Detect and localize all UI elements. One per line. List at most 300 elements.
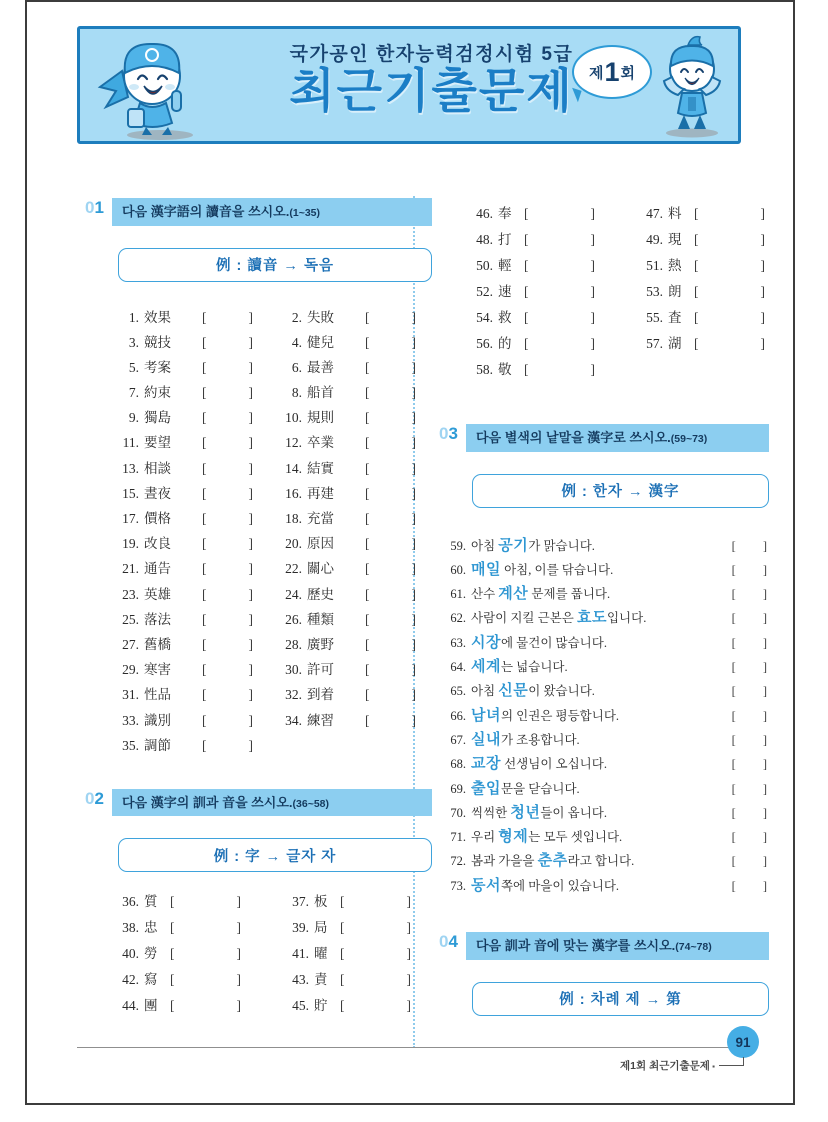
question-item — [637, 254, 769, 280]
section-01-example: 例 : 讀音 → 독음 — [216, 258, 334, 275]
question-item — [467, 332, 637, 358]
sentence-text — [471, 679, 726, 700]
sentence-suffix: 는 넓습니다. — [500, 660, 568, 675]
answer-bracket-close: ] — [760, 232, 765, 247]
answer-bracket-close: ] — [762, 830, 767, 845]
question-number: 65. — [450, 684, 466, 699]
section-03-range: (59~73) — [670, 433, 708, 445]
sentence-prefix: 산수 — [471, 587, 499, 602]
question-item — [113, 608, 276, 633]
question-item — [637, 202, 769, 228]
question-item — [276, 406, 432, 431]
question-number: 26. — [285, 611, 302, 627]
answer-bracket-close: ] — [762, 611, 767, 626]
answer-bracket-close: ] — [411, 435, 416, 451]
question-number: 15. — [122, 485, 139, 501]
question-hanja: 輕 — [498, 258, 512, 273]
sentence-text — [471, 777, 726, 798]
question-item — [276, 482, 432, 507]
right-column — [439, 198, 769, 1016]
answer-bracket-open: [ — [731, 562, 736, 577]
question-number: 51. — [646, 258, 663, 273]
answer-bracket-close: ] — [248, 536, 253, 552]
answer-bracket-close: ] — [590, 362, 595, 377]
highlighted-word: 계산 — [498, 585, 529, 603]
answer-bracket-open: [ — [202, 737, 207, 753]
section-03-header — [439, 424, 769, 452]
question-hanja: 湖 — [668, 336, 682, 351]
sentence-question-item — [441, 534, 769, 558]
answer-bracket-close: ] — [762, 805, 767, 820]
answer-bracket-open: [ — [731, 587, 736, 602]
answer-bracket-open: [ — [524, 336, 529, 351]
answer-bracket-close: ] — [411, 611, 416, 627]
banner-subtitle: 국가공인 한자능력검정시험 5급 — [289, 44, 574, 65]
answer-bracket-open: [ — [731, 830, 736, 845]
question-hanja: 通告 — [144, 561, 171, 577]
answer-bracket-close: ] — [762, 878, 767, 893]
answer-bracket-close: ] — [248, 485, 253, 501]
question-item — [113, 968, 283, 994]
sentence-question-item — [441, 777, 769, 801]
question-number: 1. — [128, 309, 139, 325]
question-list-46-58 — [467, 198, 769, 384]
question-hanja: 寒害 — [144, 662, 171, 678]
question-number: 28. — [285, 636, 302, 652]
answer-bracket-open: [ — [365, 359, 370, 375]
answer-bracket-open: [ — [365, 662, 370, 678]
answer-bracket-close: ] — [248, 435, 253, 451]
answer-bracket-open: [ — [365, 561, 370, 577]
question-hanja: 局 — [314, 920, 328, 936]
answer-bracket-close: ] — [411, 334, 416, 350]
question-number: 25. — [122, 611, 139, 627]
answer-bracket-open: [ — [731, 805, 736, 820]
answer-bracket-open: [ — [170, 972, 175, 988]
answer-bracket-open: [ — [731, 878, 736, 893]
question-number: 56. — [476, 336, 493, 351]
question-number: 45. — [292, 998, 309, 1014]
answer-bracket-close: ] — [590, 258, 595, 273]
answer-bracket-open: [ — [524, 258, 529, 273]
answer-bracket-close: ] — [760, 284, 765, 299]
question-item — [283, 942, 432, 968]
question-number: 7. — [128, 385, 139, 401]
question-item — [113, 306, 276, 331]
highlighted-word: 남녀 — [471, 706, 501, 724]
question-item — [276, 431, 432, 456]
answer-bracket-close: ] — [762, 635, 767, 650]
answer-bracket-open: [ — [170, 998, 175, 1014]
answer-bracket-open: [ — [365, 309, 370, 325]
question-item — [467, 306, 637, 332]
sentence-text — [471, 534, 726, 555]
answer-bracket-open: [ — [340, 946, 345, 962]
section-01-header — [85, 198, 432, 226]
question-number: 57. — [646, 336, 663, 351]
answer-bracket-open: [ — [731, 611, 736, 626]
question-hanja: 寫 — [144, 972, 158, 988]
answer-bracket-close: ] — [406, 972, 411, 988]
sentence-text — [471, 874, 726, 895]
highlighted-word: 매일 — [471, 560, 501, 578]
answer-bracket-open: [ — [694, 258, 699, 273]
question-hanja: 船首 — [307, 385, 334, 401]
answer-bracket-close: ] — [236, 946, 241, 962]
answer-bracket-open: [ — [694, 284, 699, 299]
question-list-59-73 — [441, 534, 769, 898]
question-number: 54. — [476, 310, 493, 325]
question-hanja: 敬 — [498, 362, 512, 377]
answer-bracket-open: [ — [202, 385, 207, 401]
question-number: 17. — [122, 511, 139, 527]
question-number: 50. — [476, 258, 493, 273]
sentence-question-item — [441, 655, 769, 679]
answer-bracket-open: [ — [365, 687, 370, 703]
answer-bracket-close: ] — [236, 920, 241, 936]
answer-bracket-close: ] — [248, 561, 253, 577]
question-hanja: 約束 — [144, 385, 171, 401]
question-number: 2. — [291, 309, 302, 325]
question-hanja: 健兒 — [307, 334, 334, 350]
answer-bracket-open: [ — [340, 998, 345, 1014]
answer-bracket-open: [ — [524, 362, 529, 377]
question-hanja: 板 — [314, 894, 328, 910]
sentence-suffix: 가 맑습니다. — [528, 538, 595, 553]
question-item — [467, 254, 637, 280]
highlighted-word: 세계 — [471, 658, 501, 676]
header-banner — [77, 26, 741, 144]
question-number: 39. — [292, 920, 309, 936]
question-item — [113, 457, 276, 482]
question-item — [276, 356, 432, 381]
question-item — [113, 331, 276, 356]
sentence-text — [471, 849, 726, 870]
answer-bracket-open: [ — [365, 460, 370, 476]
answer-bracket-open: [ — [365, 410, 370, 426]
sentence-suffix: 라고 합니다. — [567, 854, 635, 869]
answer-bracket-close: ] — [248, 334, 253, 350]
question-item — [113, 734, 276, 759]
question-hanja: 落法 — [144, 611, 171, 627]
footer-connector-line — [719, 1057, 744, 1066]
question-number: 10. — [285, 410, 302, 426]
section-03-example-box — [472, 474, 769, 508]
question-hanja: 勞 — [144, 946, 158, 962]
answer-bracket-open: [ — [340, 920, 345, 936]
question-hanja: 朗 — [668, 284, 682, 299]
question-list-1-35 — [113, 306, 432, 759]
question-number: 71. — [450, 830, 466, 845]
question-number: 52. — [476, 284, 493, 299]
section-04-range: (74~78) — [675, 941, 712, 953]
sentence-suffix: 입니다. — [606, 611, 647, 626]
answer-bracket-open: [ — [365, 334, 370, 350]
answer-bracket-close: ] — [411, 712, 416, 728]
question-hanja: 調節 — [144, 737, 171, 753]
round-number: 1 — [604, 56, 620, 87]
question-hanja: 充當 — [307, 511, 334, 527]
answer-bracket-open: [ — [365, 511, 370, 527]
question-hanja: 識別 — [144, 712, 171, 728]
question-hanja: 團 — [144, 998, 158, 1014]
answer-bracket-open: [ — [170, 946, 175, 962]
answer-bracket-close: ] — [762, 660, 767, 675]
answer-bracket-close: ] — [590, 284, 595, 299]
question-hanja: 忠 — [144, 920, 158, 936]
question-item — [113, 557, 276, 582]
sentence-suffix: 에 물건이 많습니다. — [500, 635, 607, 650]
answer-bracket-close: ] — [762, 538, 767, 553]
sentence-suffix: 문제를 풉니다. — [528, 587, 611, 602]
answer-bracket-close: ] — [762, 562, 767, 577]
answer-bracket-open: [ — [202, 334, 207, 350]
question-list-36-45 — [113, 890, 432, 1020]
question-hanja: 關心 — [307, 561, 334, 577]
answer-bracket-open: [ — [731, 538, 736, 553]
sentence-question-item — [441, 874, 769, 898]
answer-bracket-close: ] — [411, 359, 416, 375]
answer-bracket-close: ] — [248, 687, 253, 703]
answer-bracket-close: ] — [411, 561, 416, 577]
answer-bracket-open: [ — [731, 684, 736, 699]
question-item — [113, 482, 276, 507]
question-number: 73. — [450, 878, 466, 893]
answer-bracket-close: ] — [236, 972, 241, 988]
section-02-title: 다음 漢字의 訓과 音을 쓰시오. — [122, 794, 293, 810]
question-hanja: 曜 — [314, 946, 328, 962]
page-title: 최근기출문제 — [289, 64, 574, 117]
sentence-question-item — [441, 558, 769, 582]
page-frame — [25, 0, 795, 1105]
question-number: 67. — [450, 732, 466, 747]
question-hanja: 的 — [498, 336, 512, 351]
question-hanja: 貯 — [314, 998, 328, 1014]
section-04-example: 例 : 차례 제 → 第 — [559, 992, 682, 1009]
sentence-text — [471, 704, 726, 725]
answer-bracket-open: [ — [524, 232, 529, 247]
question-hanja: 結實 — [307, 460, 334, 476]
answer-bracket-open: [ — [524, 284, 529, 299]
sentence-suffix: 이 왔습니다. — [528, 684, 595, 699]
answer-bracket-open: [ — [202, 511, 207, 527]
question-number: 72. — [450, 854, 466, 869]
question-item — [283, 968, 432, 994]
sentence-question-item — [441, 631, 769, 655]
question-number: 40. — [122, 946, 139, 962]
question-item — [113, 890, 283, 916]
sentence-suffix: 문을 닫습니다. — [500, 781, 580, 796]
question-number: 53. — [646, 284, 663, 299]
question-number: 43. — [292, 972, 309, 988]
answer-bracket-close: ] — [762, 708, 767, 723]
answer-bracket-close: ] — [411, 410, 416, 426]
sentence-suffix: 선생님이 오십니다. — [500, 757, 607, 772]
question-number: 46. — [476, 206, 493, 221]
sentence-suffix: 쪽에 마을이 있습니다. — [500, 878, 620, 893]
answer-bracket-close: ] — [590, 310, 595, 325]
round-badge — [572, 45, 652, 99]
question-number: 69. — [450, 781, 466, 796]
answer-bracket-close: ] — [760, 258, 765, 273]
question-number: 4. — [291, 334, 302, 350]
question-number: 11. — [122, 435, 139, 451]
question-number: 21. — [122, 561, 139, 577]
question-hanja: 效果 — [144, 309, 171, 325]
section-04-title-bar — [466, 932, 769, 960]
question-number: 63. — [450, 635, 466, 650]
question-item — [276, 306, 432, 331]
question-item — [276, 583, 432, 608]
page-number: 91 — [735, 1034, 751, 1050]
answer-bracket-open: [ — [170, 920, 175, 936]
answer-bracket-open: [ — [731, 708, 736, 723]
question-number: 60. — [450, 562, 466, 577]
footer-divider-line — [77, 1047, 730, 1048]
question-hanja: 舊橋 — [144, 636, 171, 652]
sentence-text — [471, 728, 726, 749]
answer-bracket-open: [ — [202, 586, 207, 602]
question-item — [276, 557, 432, 582]
question-number: 9. — [128, 410, 139, 426]
answer-bracket-close: ] — [411, 536, 416, 552]
section-04-example-box — [472, 982, 769, 1016]
question-number: 20. — [285, 536, 302, 552]
answer-bracket-open: [ — [365, 485, 370, 501]
answer-bracket-close: ] — [760, 310, 765, 325]
question-number: 38. — [122, 920, 139, 936]
sentence-question-item — [441, 849, 769, 873]
answer-bracket-close: ] — [411, 511, 416, 527]
question-item — [113, 431, 276, 456]
answer-bracket-open: [ — [202, 561, 207, 577]
question-number: 19. — [122, 536, 139, 552]
question-item — [113, 942, 283, 968]
answer-bracket-close: ] — [406, 998, 411, 1014]
answer-bracket-open: [ — [694, 232, 699, 247]
round-suffix: 회 — [620, 64, 636, 82]
sentence-prefix: 봄과 가을을 — [471, 854, 538, 869]
highlighted-word: 시장 — [471, 633, 501, 651]
question-number: 27. — [122, 636, 139, 652]
sentence-text — [471, 582, 726, 603]
answer-bracket-close: ] — [236, 998, 241, 1014]
question-hanja: 速 — [498, 284, 512, 299]
answer-bracket-close: ] — [411, 662, 416, 678]
sentence-question-item — [441, 582, 769, 606]
highlighted-word: 신문 — [498, 682, 529, 700]
question-hanja: 許可 — [307, 662, 334, 678]
question-item — [276, 709, 432, 734]
answer-bracket-open: [ — [365, 536, 370, 552]
sentence-prefix: 우리 — [471, 830, 499, 845]
answer-bracket-close: ] — [411, 586, 416, 602]
answer-bracket-close: ] — [762, 854, 767, 869]
question-number: 12. — [285, 435, 302, 451]
answer-bracket-open: [ — [202, 662, 207, 678]
section-02-header — [85, 789, 432, 817]
question-number: 64. — [450, 660, 466, 675]
answer-bracket-close: ] — [411, 485, 416, 501]
sentence-text — [471, 825, 726, 846]
footer-caption: 제1회 최근기출문제 ▪ — [567, 1058, 715, 1073]
question-item — [637, 228, 769, 254]
question-hanja: 價格 — [144, 511, 171, 527]
highlighted-word: 공기 — [498, 536, 529, 554]
question-number: 48. — [476, 232, 493, 247]
question-hanja: 競技 — [144, 334, 171, 350]
question-item — [113, 532, 276, 557]
question-item — [113, 658, 276, 683]
answer-bracket-open: [ — [731, 781, 736, 796]
question-number: 70. — [450, 805, 466, 820]
question-number: 62. — [450, 611, 466, 626]
section-01-title-bar — [112, 198, 432, 226]
question-item — [467, 228, 637, 254]
question-item — [276, 608, 432, 633]
highlighted-word: 동서 — [471, 876, 501, 894]
question-hanja: 卒業 — [307, 435, 334, 451]
answer-bracket-open: [ — [202, 410, 207, 426]
question-number: 31. — [122, 687, 139, 703]
answer-bracket-open: [ — [365, 712, 370, 728]
page-number-badge — [727, 1026, 759, 1058]
question-item — [113, 916, 283, 942]
question-item — [637, 306, 769, 332]
answer-bracket-open: [ — [340, 972, 345, 988]
question-hanja: 現 — [668, 232, 682, 247]
section-02-example: 例 : 字 → 글자 자 — [213, 848, 337, 865]
section-02-range: (36~58) — [292, 797, 330, 810]
question-hanja: 査 — [668, 310, 682, 325]
question-hanja: 英雄 — [144, 586, 171, 602]
sentence-suffix: 가 조용합니다. — [500, 732, 580, 747]
question-hanja: 性品 — [144, 687, 171, 703]
sentence-text — [471, 655, 726, 676]
sentence-question-item — [441, 679, 769, 703]
highlighted-word: 청년 — [510, 803, 541, 821]
question-number: 5. — [128, 359, 139, 375]
question-hanja: 熱 — [668, 258, 682, 273]
question-number: 68. — [450, 757, 466, 772]
answer-bracket-open: [ — [694, 310, 699, 325]
question-hanja: 獨島 — [144, 410, 171, 426]
question-item — [467, 202, 637, 228]
question-item — [283, 916, 432, 942]
answer-bracket-open: [ — [202, 536, 207, 552]
answer-bracket-close: ] — [762, 684, 767, 699]
answer-bracket-close: ] — [248, 309, 253, 325]
question-number: 47. — [646, 206, 663, 221]
answer-bracket-close: ] — [411, 385, 416, 401]
question-hanja: 改良 — [144, 536, 171, 552]
question-item — [467, 358, 637, 384]
question-hanja: 考案 — [144, 359, 171, 375]
answer-bracket-close: ] — [762, 757, 767, 772]
highlighted-word: 실내 — [471, 730, 501, 748]
section-01-range: (1~35) — [289, 207, 321, 219]
sentence-text — [471, 801, 726, 822]
sentence-prefix: 아침 — [471, 538, 499, 553]
question-hanja: 到着 — [307, 687, 334, 703]
answer-bracket-close: ] — [248, 636, 253, 652]
question-item — [276, 381, 432, 406]
question-item — [113, 709, 276, 734]
sentence-text — [471, 606, 726, 627]
question-hanja: 奉 — [498, 206, 512, 221]
section-03-example: 例 : 한자 → 漢字 — [561, 484, 680, 501]
sentence-question-item — [441, 825, 769, 849]
